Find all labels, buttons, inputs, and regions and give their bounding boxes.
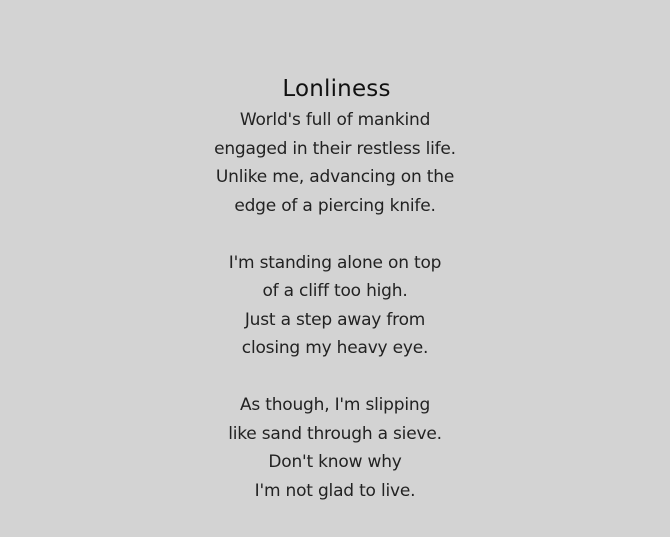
poem-line: closing my heavy eye. [241,338,429,358]
poem-line: I'm standing alone on top [228,252,442,273]
stanza-2 [0,249,670,363]
poem-line: edge of a piercing knife. [234,195,436,216]
poem-line: World's full of mankind [239,110,431,130]
poem [0,72,670,505]
poem-line: Don't know why [268,452,402,472]
poem-line: Just a step away from [244,309,426,330]
poem-line: I'm not glad to live. [254,480,416,501]
poem-line: Unlike me, advancing on the [215,167,455,187]
poem-line: like sand through a sieve. [228,423,442,444]
poem-title: Lonliness [282,76,391,102]
poem-line: of a cliff too high. [262,281,408,301]
stanza-3 [0,391,670,505]
poem-line: engaged in their restless life. [214,138,456,159]
poem-line: As though, I'm slipping [239,395,431,415]
stanza-1 [0,106,670,220]
